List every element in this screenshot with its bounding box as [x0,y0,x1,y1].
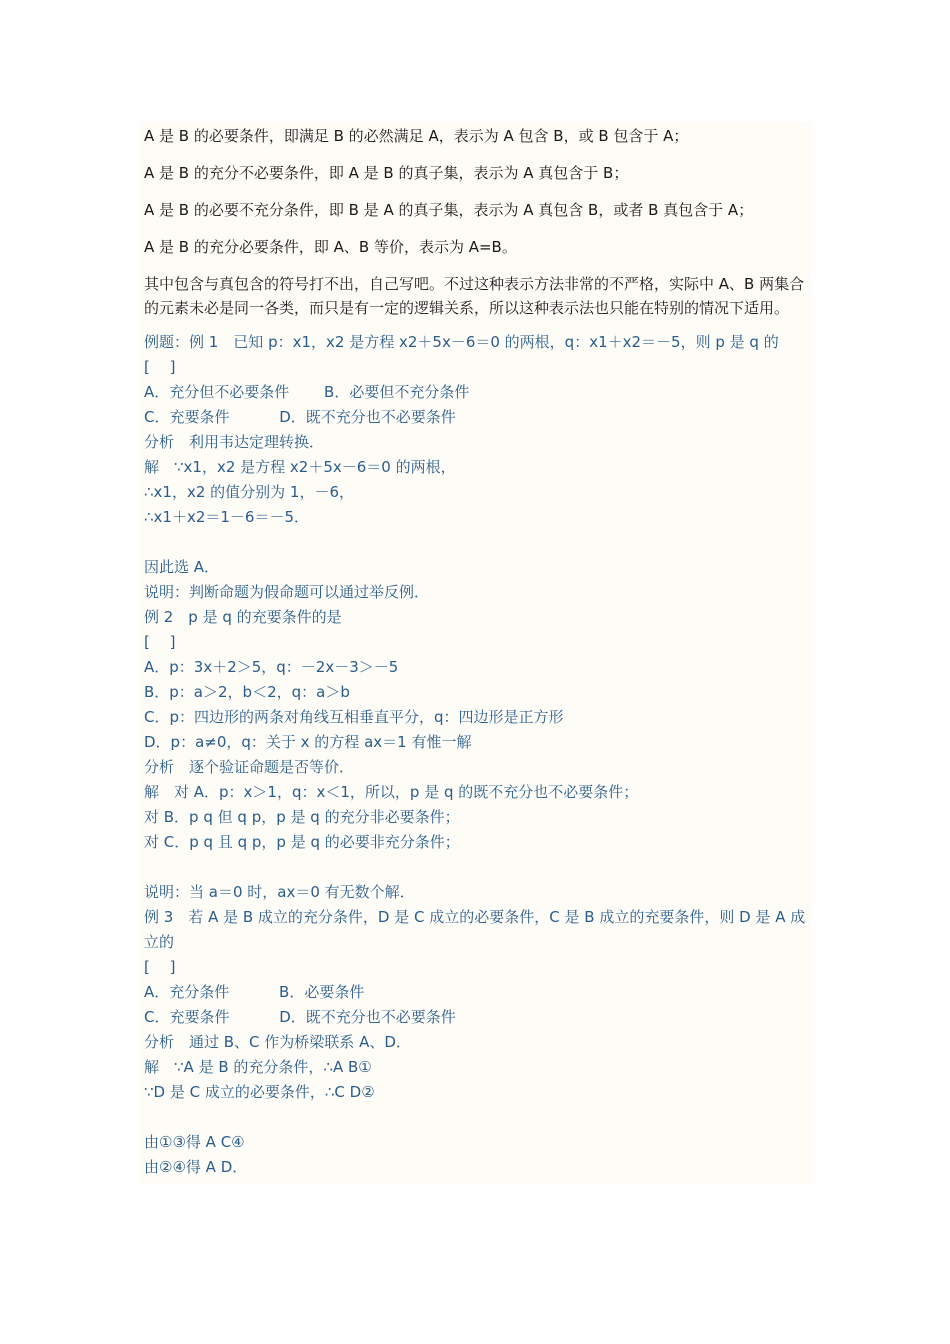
example-1-options-ab: A．充分但不必要条件 B．必要但不充分条件 [144,383,470,401]
blank-line [144,530,812,555]
example-3-solution-line: 由①③得 A C④ [144,1133,245,1151]
document-content [140,122,812,1184]
example-3-bracket: [ ] [144,958,176,976]
example-2-option-c: C．p：四边形的两条对角线互相垂直平分，q：四边形是正方形 [144,708,564,726]
example-2-option-b: B．p：a＞2，b＜2，q：a＞b [144,683,350,701]
definition-necessary-not-sufficient: A 是 B 的必要不充分条件，即 B 是 A 的真子集，表示为 A 真包含 B，或者 B 真包含于 A； [144,201,754,219]
example-2-solution-line: 对 C．p q 且 q p，p 是 q 的必要非充分条件； [144,833,460,851]
example-1-answer: 因此选 A． [144,558,220,576]
example-2-option-d: D．p：a≠0，q：关于 x 的方程 ax＝1 有惟一解 [144,733,472,751]
example-3-solution-line: 由②④得 A D． [144,1158,248,1176]
example-1-remark: 说明：判断命题为假命题可以通过举反例． [144,583,430,601]
example-2-solution-line: 解 对 A．p：x＞1，q：x＜1，所以，p 是 q 的既不充分也不必要条件； [144,783,639,801]
example-1-question: 例题：例 1 已知 p：x1，x2 是方程 x2＋5x－6＝0 的两根，q：x1＋x2＝－5，则 p 是 q 的 [144,333,779,351]
definition-sufficient-not-necessary: A 是 B 的充分不必要条件，即 A 是 B 的真子集，表示为 A 真包含于 B； [144,164,629,182]
example-2-option-a: A．p：3x＋2＞5，q：－2x－3＞－5 [144,658,399,676]
blank-line [144,855,812,880]
example-3-solution-line: ∵D 是 C 成立的必要条件，∴C D② [144,1083,375,1101]
example-1-solution-line: ∴x1，x2 的值分别为 1，－6， [144,483,355,501]
example-1-bracket: [ ] [144,358,176,376]
example-3-options-ab: A．充分条件 B．必要条件 [144,983,365,1001]
example-1-solution-line: ∴x1＋x2＝1－6＝－5． [144,508,310,526]
example-3-question: 例 3 若 A 是 B 成立的充分条件，D 是 C 成立的必要条件，C 是 B 成立的充要条件，则 D 是 A 成立的 [144,908,806,951]
example-3-analysis: 分析 通过 B、C 作为桥梁联系 A、D． [144,1033,411,1051]
example-1-options-cd: C．充要条件 D．既不充分也不必要条件 [144,408,456,426]
blank-line [144,1105,812,1130]
examples-section [144,330,812,1180]
example-2-analysis: 分析 逐个验证命题是否等价． [144,758,355,776]
definition-necessary: A 是 B 的必要条件，即满足 B 的必然满足 A，表示为 A 包含 B，或 B 包含于 A； [144,127,689,145]
example-1-solution-line: 解 ∵x1，x2 是方程 x2＋5x－6＝0 的两根， [144,458,456,476]
definition-sufficient-and-necessary: A 是 B 的充分必要条件，即 A、B 等价，表示为 A=B。 [144,238,517,256]
example-3-options-cd: C．充要条件 D．既不充分也不必要条件 [144,1008,456,1026]
example-1-analysis: 分析 利用韦达定理转换． [144,433,325,451]
example-2-solution-line: 对 B．p q 但 q p，p 是 q 的充分非必要条件； [144,808,460,826]
example-2-bracket: [ ] [144,633,176,651]
example-2-remark: 说明：当 a＝0 时，ax＝0 有无数个解． [144,883,415,901]
example-2-question: 例 2 p 是 q 的充要条件的是 [144,608,342,626]
note-paragraph: 其中包含与真包含的符号打不出，自己写吧。不过这种表示方法非常的不严格，实际中 A、B 两集合的元素未必是同一各类，而只是有一定的逻辑关系，所以这种表示法也只能在特别的情况下适用。 [144,275,805,317]
example-3-solution-line: 解 ∵A 是 B 的充分条件，∴A B① [144,1058,372,1076]
